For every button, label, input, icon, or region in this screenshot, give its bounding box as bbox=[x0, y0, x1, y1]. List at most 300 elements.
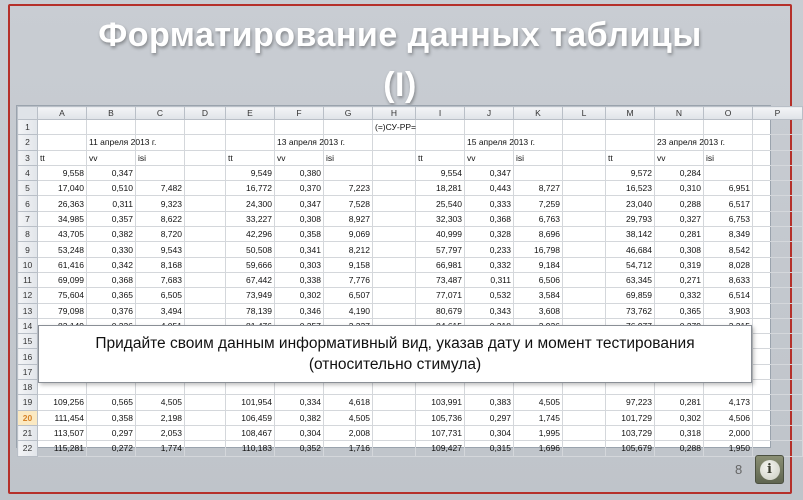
table-cell[interactable]: 0,565 bbox=[87, 395, 136, 410]
table-cell[interactable] bbox=[704, 120, 753, 135]
table-cell[interactable] bbox=[373, 196, 416, 211]
table-cell[interactable]: 0,281 bbox=[655, 227, 704, 242]
table-cell[interactable]: isi bbox=[704, 150, 753, 165]
row-header[interactable]: 2 bbox=[18, 135, 38, 150]
table-cell[interactable]: 0,272 bbox=[87, 441, 136, 456]
table-cell[interactable]: 24,300 bbox=[226, 196, 275, 211]
table-cell[interactable]: 0,328 bbox=[465, 227, 514, 242]
table-cell[interactable]: 1,950 bbox=[704, 441, 753, 456]
table-cell[interactable]: 8,168 bbox=[136, 257, 185, 272]
table-cell[interactable] bbox=[87, 120, 136, 135]
table-cell[interactable] bbox=[373, 211, 416, 226]
table-cell[interactable]: 67,442 bbox=[226, 272, 275, 287]
column-header-g[interactable]: G bbox=[324, 107, 373, 120]
column-header-i[interactable]: I bbox=[416, 107, 465, 120]
table-cell[interactable]: 101,729 bbox=[606, 410, 655, 425]
table-cell[interactable] bbox=[373, 272, 416, 287]
table-cell[interactable]: 33,227 bbox=[226, 211, 275, 226]
table-cell[interactable]: vv bbox=[655, 150, 704, 165]
table-cell[interactable]: 1,995 bbox=[514, 425, 563, 440]
table-cell[interactable]: 4,505 bbox=[324, 410, 373, 425]
table-cell[interactable]: 57,797 bbox=[416, 242, 465, 257]
table-cell[interactable]: 2,198 bbox=[136, 410, 185, 425]
table-cell[interactable] bbox=[275, 120, 324, 135]
table-cell[interactable]: 4,505 bbox=[136, 395, 185, 410]
table-cell[interactable]: 18,281 bbox=[416, 181, 465, 196]
table-cell[interactable] bbox=[185, 288, 226, 303]
table-cell[interactable]: 0,380 bbox=[275, 165, 324, 180]
table-cell[interactable]: 7,259 bbox=[514, 196, 563, 211]
table-cell[interactable]: 103,729 bbox=[606, 425, 655, 440]
table-cell[interactable]: (=)СУ-РР= bbox=[373, 120, 416, 135]
table-cell[interactable]: 0,308 bbox=[655, 242, 704, 257]
table-cell[interactable] bbox=[563, 441, 606, 456]
table-cell[interactable] bbox=[465, 120, 514, 135]
table-cell[interactable]: 8,633 bbox=[704, 272, 753, 287]
table-cell[interactable]: 11 апреля 2013 г. bbox=[87, 135, 136, 150]
table-cell[interactable]: tt bbox=[226, 150, 275, 165]
table-cell[interactable]: 8,212 bbox=[324, 242, 373, 257]
table-cell[interactable]: 103,991 bbox=[416, 395, 465, 410]
column-header-e[interactable]: E bbox=[226, 107, 275, 120]
table-cell[interactable]: 9,543 bbox=[136, 242, 185, 257]
row-header[interactable]: 21 bbox=[18, 425, 38, 440]
table-cell[interactable]: 7,482 bbox=[136, 181, 185, 196]
table-cell[interactable]: 0,297 bbox=[87, 425, 136, 440]
select-all-corner[interactable] bbox=[18, 107, 38, 120]
table-cell[interactable]: 4,506 bbox=[704, 410, 753, 425]
table-cell[interactable]: 54,712 bbox=[606, 257, 655, 272]
spreadsheet-grid[interactable] bbox=[17, 106, 803, 457]
table-cell[interactable] bbox=[563, 211, 606, 226]
column-header-m[interactable]: M bbox=[606, 107, 655, 120]
table-cell[interactable] bbox=[373, 181, 416, 196]
table-cell[interactable] bbox=[753, 425, 803, 440]
table-cell[interactable]: 4,190 bbox=[324, 303, 373, 318]
table-cell[interactable]: 26,363 bbox=[38, 196, 87, 211]
table-cell[interactable]: 16,523 bbox=[606, 181, 655, 196]
table-cell[interactable] bbox=[185, 227, 226, 242]
table-cell[interactable]: 8,696 bbox=[514, 227, 563, 242]
table-cell[interactable] bbox=[563, 395, 606, 410]
table-cell[interactable]: 0,304 bbox=[275, 425, 324, 440]
table-cell[interactable]: 0,532 bbox=[465, 288, 514, 303]
table-cell[interactable] bbox=[324, 165, 373, 180]
table-cell[interactable]: 0,284 bbox=[655, 165, 704, 180]
table-cell[interactable]: 79,098 bbox=[38, 303, 87, 318]
table-cell[interactable]: 0,347 bbox=[465, 165, 514, 180]
table-cell[interactable] bbox=[563, 288, 606, 303]
table-cell[interactable]: 109,427 bbox=[416, 441, 465, 456]
table-cell[interactable] bbox=[704, 165, 753, 180]
table-cell[interactable]: 111,454 bbox=[38, 410, 87, 425]
table-cell[interactable]: 9,554 bbox=[416, 165, 465, 180]
table-cell[interactable] bbox=[753, 380, 803, 395]
table-cell[interactable]: 0,281 bbox=[655, 395, 704, 410]
table-cell[interactable]: 0,330 bbox=[87, 242, 136, 257]
table-cell[interactable] bbox=[606, 120, 655, 135]
spreadsheet[interactable] bbox=[16, 105, 781, 454]
table-cell[interactable]: 0,382 bbox=[275, 410, 324, 425]
column-header-o[interactable]: O bbox=[704, 107, 753, 120]
table-cell[interactable]: 0,288 bbox=[655, 441, 704, 456]
table-cell[interactable]: 0,352 bbox=[275, 441, 324, 456]
table-cell[interactable]: 69,099 bbox=[38, 272, 87, 287]
table-cell[interactable] bbox=[606, 135, 655, 150]
row-header[interactable]: 12 bbox=[18, 288, 38, 303]
table-cell[interactable] bbox=[185, 272, 226, 287]
table-cell[interactable]: 59,666 bbox=[226, 257, 275, 272]
table-cell[interactable]: 29,793 bbox=[606, 211, 655, 226]
table-cell[interactable]: 0,346 bbox=[275, 303, 324, 318]
table-cell[interactable]: 9,184 bbox=[514, 257, 563, 272]
table-cell[interactable]: 6,514 bbox=[704, 288, 753, 303]
table-cell[interactable]: 108,467 bbox=[226, 425, 275, 440]
table-cell[interactable]: 4,618 bbox=[324, 395, 373, 410]
info-button[interactable] bbox=[755, 455, 784, 484]
table-cell[interactable]: 0,302 bbox=[275, 288, 324, 303]
table-cell[interactable] bbox=[563, 425, 606, 440]
column-header-k[interactable]: K bbox=[514, 107, 563, 120]
table-cell[interactable]: 6,507 bbox=[324, 288, 373, 303]
table-cell[interactable] bbox=[753, 227, 803, 242]
table-cell[interactable]: 109,256 bbox=[38, 395, 87, 410]
table-cell[interactable]: 7,776 bbox=[324, 272, 373, 287]
table-cell[interactable] bbox=[753, 318, 803, 333]
table-cell[interactable] bbox=[373, 441, 416, 456]
table-cell[interactable]: 0,310 bbox=[655, 181, 704, 196]
table-cell[interactable]: 7,528 bbox=[324, 196, 373, 211]
table-cell[interactable]: 0,332 bbox=[465, 257, 514, 272]
table-cell[interactable] bbox=[753, 349, 803, 364]
row-header[interactable]: 20 bbox=[18, 410, 38, 425]
table-cell[interactable] bbox=[563, 227, 606, 242]
table-cell[interactable] bbox=[753, 410, 803, 425]
table-cell[interactable]: 4,505 bbox=[514, 395, 563, 410]
table-cell[interactable] bbox=[185, 120, 226, 135]
table-cell[interactable] bbox=[753, 181, 803, 196]
table-cell[interactable]: 0,271 bbox=[655, 272, 704, 287]
table-cell[interactable] bbox=[38, 120, 87, 135]
table-cell[interactable]: 105,679 bbox=[606, 441, 655, 456]
table-cell[interactable] bbox=[373, 165, 416, 180]
table-cell[interactable]: 0,358 bbox=[275, 227, 324, 242]
table-cell[interactable] bbox=[753, 441, 803, 456]
table-cell[interactable]: 43,705 bbox=[38, 227, 87, 242]
table-cell[interactable] bbox=[185, 196, 226, 211]
table-cell[interactable]: 0,332 bbox=[655, 288, 704, 303]
table-cell[interactable] bbox=[185, 303, 226, 318]
table-cell[interactable] bbox=[753, 334, 803, 349]
row-header[interactable]: 15 bbox=[18, 334, 38, 349]
table-cell[interactable] bbox=[373, 227, 416, 242]
table-cell[interactable]: 1,716 bbox=[324, 441, 373, 456]
table-cell[interactable]: 3,494 bbox=[136, 303, 185, 318]
table-cell[interactable]: vv bbox=[275, 150, 324, 165]
row-header[interactable]: 1 bbox=[18, 120, 38, 135]
table-cell[interactable]: 80,679 bbox=[416, 303, 465, 318]
table-cell[interactable]: 3,584 bbox=[514, 288, 563, 303]
row-header[interactable]: 10 bbox=[18, 257, 38, 272]
column-header-a[interactable]: A bbox=[38, 107, 87, 120]
table-cell[interactable]: 0,368 bbox=[87, 272, 136, 287]
table-cell[interactable] bbox=[563, 272, 606, 287]
table-cell[interactable]: 0,308 bbox=[275, 211, 324, 226]
column-header-d[interactable]: D bbox=[185, 107, 226, 120]
table-cell[interactable]: 105,736 bbox=[416, 410, 465, 425]
table-cell[interactable]: 63,345 bbox=[606, 272, 655, 287]
table-cell[interactable]: 0,319 bbox=[655, 257, 704, 272]
table-cell[interactable]: 97,223 bbox=[606, 395, 655, 410]
column-header-n[interactable]: N bbox=[655, 107, 704, 120]
column-header-b[interactable]: B bbox=[87, 107, 136, 120]
table-cell[interactable] bbox=[753, 165, 803, 180]
table-cell[interactable] bbox=[753, 135, 803, 150]
table-cell[interactable] bbox=[185, 441, 226, 456]
row-header[interactable]: 18 bbox=[18, 380, 38, 395]
table-cell[interactable]: 0,510 bbox=[87, 181, 136, 196]
table-cell[interactable]: 16,798 bbox=[514, 242, 563, 257]
table-cell[interactable]: 3,903 bbox=[704, 303, 753, 318]
table-cell[interactable]: 0,370 bbox=[275, 181, 324, 196]
table-cell[interactable]: 6,951 bbox=[704, 181, 753, 196]
table-cell[interactable]: 0,333 bbox=[465, 196, 514, 211]
table-cell[interactable]: 75,604 bbox=[38, 288, 87, 303]
table-cell[interactable] bbox=[753, 272, 803, 287]
table-cell[interactable] bbox=[563, 181, 606, 196]
table-cell[interactable] bbox=[753, 120, 803, 135]
table-cell[interactable]: 0,382 bbox=[87, 227, 136, 242]
table-cell[interactable]: 9,158 bbox=[324, 257, 373, 272]
table-cell[interactable]: 66,981 bbox=[416, 257, 465, 272]
table-cell[interactable]: 16,772 bbox=[226, 181, 275, 196]
row-header[interactable]: 16 bbox=[18, 349, 38, 364]
table-cell[interactable] bbox=[753, 196, 803, 211]
table-cell[interactable] bbox=[514, 120, 563, 135]
table-cell[interactable] bbox=[563, 150, 606, 165]
table-cell[interactable]: 0,357 bbox=[87, 211, 136, 226]
row-header[interactable]: 17 bbox=[18, 364, 38, 379]
table-cell[interactable] bbox=[185, 135, 226, 150]
row-header[interactable]: 9 bbox=[18, 242, 38, 257]
table-cell[interactable]: 0,347 bbox=[87, 165, 136, 180]
table-cell[interactable]: 40,999 bbox=[416, 227, 465, 242]
table-cell[interactable] bbox=[185, 410, 226, 425]
table-cell[interactable]: 3,608 bbox=[514, 303, 563, 318]
table-cell[interactable] bbox=[324, 120, 373, 135]
table-cell[interactable] bbox=[373, 288, 416, 303]
column-header-l[interactable]: L bbox=[563, 107, 606, 120]
table-cell[interactable]: 13 апреля 2013 г. bbox=[275, 135, 324, 150]
table-cell[interactable]: tt bbox=[606, 150, 655, 165]
table-cell[interactable]: tt bbox=[38, 150, 87, 165]
table-cell[interactable] bbox=[563, 410, 606, 425]
table-cell[interactable]: 9,069 bbox=[324, 227, 373, 242]
row-header[interactable]: 5 bbox=[18, 181, 38, 196]
table-cell[interactable]: 8,028 bbox=[704, 257, 753, 272]
table-cell[interactable]: 61,416 bbox=[38, 257, 87, 272]
table-cell[interactable]: vv bbox=[465, 150, 514, 165]
table-cell[interactable]: 34,985 bbox=[38, 211, 87, 226]
table-cell[interactable] bbox=[185, 257, 226, 272]
table-cell[interactable]: 9,323 bbox=[136, 196, 185, 211]
table-cell[interactable]: 8,622 bbox=[136, 211, 185, 226]
table-cell[interactable]: isi bbox=[514, 150, 563, 165]
table-cell[interactable]: 73,487 bbox=[416, 272, 465, 287]
table-cell[interactable]: 42,296 bbox=[226, 227, 275, 242]
column-header-p[interactable]: P bbox=[753, 107, 803, 120]
table-cell[interactable] bbox=[563, 165, 606, 180]
table-cell[interactable]: 0,443 bbox=[465, 181, 514, 196]
table-cell[interactable]: 8,927 bbox=[324, 211, 373, 226]
table-cell[interactable] bbox=[373, 257, 416, 272]
table-cell[interactable]: 6,506 bbox=[514, 272, 563, 287]
table-cell[interactable] bbox=[753, 288, 803, 303]
table-cell[interactable] bbox=[373, 150, 416, 165]
table-cell[interactable] bbox=[185, 211, 226, 226]
table-cell[interactable]: 107,731 bbox=[416, 425, 465, 440]
table-cell[interactable] bbox=[514, 165, 563, 180]
table-cell[interactable]: 1,774 bbox=[136, 441, 185, 456]
row-header[interactable]: 11 bbox=[18, 272, 38, 287]
table-cell[interactable] bbox=[373, 395, 416, 410]
table-cell[interactable] bbox=[753, 242, 803, 257]
row-header[interactable]: 7 bbox=[18, 211, 38, 226]
table-cell[interactable]: 17,040 bbox=[38, 181, 87, 196]
table-cell[interactable]: 9,572 bbox=[606, 165, 655, 180]
table-cell[interactable]: 73,949 bbox=[226, 288, 275, 303]
table-cell[interactable] bbox=[226, 135, 275, 150]
table-cell[interactable] bbox=[38, 135, 87, 150]
row-header[interactable]: 4 bbox=[18, 165, 38, 180]
table-cell[interactable] bbox=[373, 425, 416, 440]
table-cell[interactable]: 6,505 bbox=[136, 288, 185, 303]
table-cell[interactable]: 69,859 bbox=[606, 288, 655, 303]
table-cell[interactable]: 23 апреля 2013 г. bbox=[655, 135, 704, 150]
table-cell[interactable] bbox=[753, 395, 803, 410]
table-cell[interactable]: 32,303 bbox=[416, 211, 465, 226]
table-cell[interactable]: 73,762 bbox=[606, 303, 655, 318]
table-cell[interactable]: 115,281 bbox=[38, 441, 87, 456]
table-cell[interactable]: 0,318 bbox=[655, 425, 704, 440]
column-header-j[interactable]: J bbox=[465, 107, 514, 120]
table-cell[interactable]: 38,142 bbox=[606, 227, 655, 242]
table-cell[interactable] bbox=[753, 364, 803, 379]
table-cell[interactable] bbox=[373, 242, 416, 257]
row-header[interactable]: 13 bbox=[18, 303, 38, 318]
row-header[interactable]: 8 bbox=[18, 227, 38, 242]
table-cell[interactable] bbox=[185, 395, 226, 410]
table-cell[interactable]: 0,311 bbox=[465, 272, 514, 287]
table-cell[interactable]: 9,549 bbox=[226, 165, 275, 180]
table-cell[interactable]: 0,288 bbox=[655, 196, 704, 211]
table-cell[interactable]: 0,343 bbox=[465, 303, 514, 318]
table-cell[interactable]: 77,071 bbox=[416, 288, 465, 303]
row-header[interactable]: 6 bbox=[18, 196, 38, 211]
table-cell[interactable] bbox=[185, 150, 226, 165]
table-cell[interactable]: 0,342 bbox=[87, 257, 136, 272]
table-cell[interactable]: vv bbox=[87, 150, 136, 165]
column-header-h[interactable]: H bbox=[373, 107, 416, 120]
table-cell[interactable] bbox=[185, 425, 226, 440]
table-cell[interactable]: 8,727 bbox=[514, 181, 563, 196]
table-cell[interactable]: 0,368 bbox=[465, 211, 514, 226]
table-cell[interactable] bbox=[753, 257, 803, 272]
row-header[interactable]: 14 bbox=[18, 318, 38, 333]
table-cell[interactable] bbox=[226, 120, 275, 135]
table-cell[interactable] bbox=[185, 165, 226, 180]
table-cell[interactable]: 15 апреля 2013 г. bbox=[465, 135, 514, 150]
table-cell[interactable]: 0,233 bbox=[465, 242, 514, 257]
table-cell[interactable] bbox=[563, 257, 606, 272]
table-cell[interactable] bbox=[563, 303, 606, 318]
table-cell[interactable]: 0,303 bbox=[275, 257, 324, 272]
table-cell[interactable]: 6,517 bbox=[704, 196, 753, 211]
table-cell[interactable]: 0,365 bbox=[87, 288, 136, 303]
table-cell[interactable]: 1,745 bbox=[514, 410, 563, 425]
table-cell[interactable]: 7,683 bbox=[136, 272, 185, 287]
table-cell[interactable] bbox=[136, 120, 185, 135]
table-cell[interactable]: 0,315 bbox=[465, 441, 514, 456]
column-header-f[interactable]: F bbox=[275, 107, 324, 120]
table-cell[interactable]: 113,507 bbox=[38, 425, 87, 440]
table-cell[interactable]: 0,376 bbox=[87, 303, 136, 318]
table-cell[interactable] bbox=[373, 135, 416, 150]
table-cell[interactable] bbox=[416, 135, 465, 150]
table-cell[interactable] bbox=[185, 181, 226, 196]
table-cell[interactable]: 53,248 bbox=[38, 242, 87, 257]
table-cell[interactable]: isi bbox=[324, 150, 373, 165]
table-cell[interactable] bbox=[563, 196, 606, 211]
table-cell[interactable]: 23,040 bbox=[606, 196, 655, 211]
column-header-c[interactable]: C bbox=[136, 107, 185, 120]
table-cell[interactable] bbox=[373, 410, 416, 425]
table-cell[interactable]: 0,338 bbox=[275, 272, 324, 287]
table-cell[interactable]: 101,954 bbox=[226, 395, 275, 410]
table-cell[interactable]: 4,173 bbox=[704, 395, 753, 410]
table-cell[interactable]: 25,540 bbox=[416, 196, 465, 211]
table-cell[interactable]: 2,053 bbox=[136, 425, 185, 440]
table-cell[interactable] bbox=[136, 165, 185, 180]
row-header[interactable]: 19 bbox=[18, 395, 38, 410]
table-cell[interactable]: 0,334 bbox=[275, 395, 324, 410]
table-cell[interactable]: 8,349 bbox=[704, 227, 753, 242]
table-cell[interactable]: 2,000 bbox=[704, 425, 753, 440]
table-cell[interactable]: 9,558 bbox=[38, 165, 87, 180]
table-cell[interactable]: 8,542 bbox=[704, 242, 753, 257]
table-cell[interactable]: 7,223 bbox=[324, 181, 373, 196]
table-cell[interactable]: 0,297 bbox=[465, 410, 514, 425]
table-cell[interactable]: 0,365 bbox=[655, 303, 704, 318]
table-cell[interactable]: 106,459 bbox=[226, 410, 275, 425]
row-header[interactable]: 22 bbox=[18, 441, 38, 456]
table-cell[interactable]: 0,341 bbox=[275, 242, 324, 257]
table-cell[interactable]: 0,383 bbox=[465, 395, 514, 410]
table-cell[interactable]: 0,327 bbox=[655, 211, 704, 226]
table-cell[interactable] bbox=[373, 303, 416, 318]
table-cell[interactable]: isi bbox=[136, 150, 185, 165]
table-cell[interactable]: 0,358 bbox=[87, 410, 136, 425]
table-cell[interactable]: 1,696 bbox=[514, 441, 563, 456]
table-cell[interactable] bbox=[563, 135, 606, 150]
table-cell[interactable] bbox=[185, 242, 226, 257]
table-cell[interactable] bbox=[563, 120, 606, 135]
table-cell[interactable]: 0,347 bbox=[275, 196, 324, 211]
table-cell[interactable]: tt bbox=[416, 150, 465, 165]
table-cell[interactable]: 46,684 bbox=[606, 242, 655, 257]
table-cell[interactable] bbox=[753, 211, 803, 226]
table-cell[interactable] bbox=[753, 303, 803, 318]
